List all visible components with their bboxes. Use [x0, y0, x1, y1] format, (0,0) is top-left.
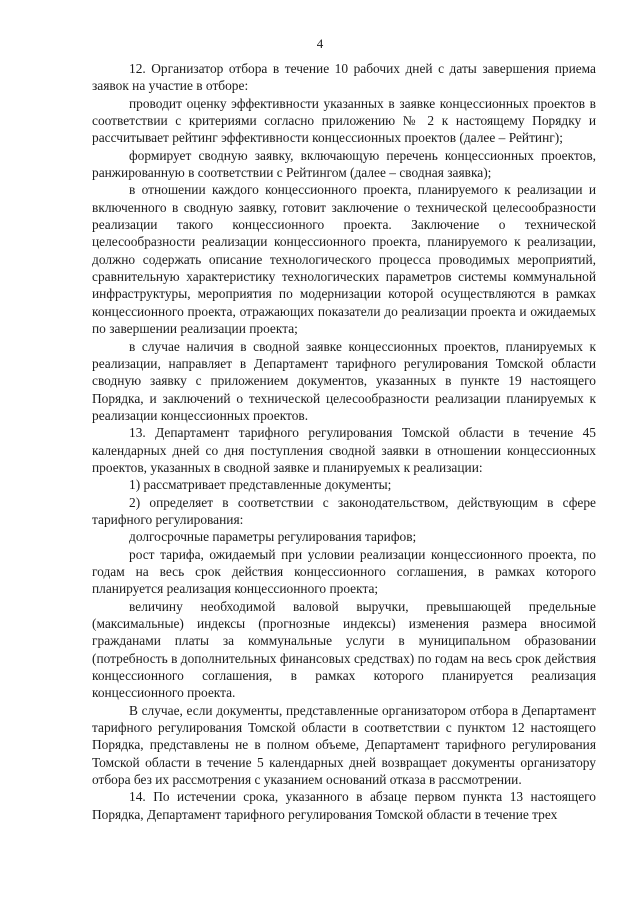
paragraph-summary-application: формирует сводную заявку, включающую перечень концессионных проектов, ранжированную в соответствии с Рейтингом (далее – сводная заявка); — [92, 147, 596, 181]
paragraph-item-14: 14. По истечении срока, указанного в абзаце первом пункта 13 настоящего Порядка, Департамент тарифного регулирования Томской области в течение трех — [92, 789, 596, 822]
paragraph-send-to-department: в случае наличия в сводной заявке концессионных проектов, планируемых к реализации, направляет в Департамент тарифного регулирования Томской области сводную заявку с приложением документов, указанных в пункте 19 настоящего Порядка, и заключений о технической целесообразности реализации планируемых к реализации концессионных проектов. — [92, 338, 596, 423]
paragraph-long-term-parameters: долгосрочные параметры регулирования тарифов; — [129, 529, 417, 545]
page-number: 4 — [316, 36, 324, 51]
paragraph-gross-revenue: величину необходимой валовой выручки, превышающей предельные (максимальные) индексы (прогнозные индексы) изменения размера вносимой гражданами платы за коммунальные услуги в муниципальном образовании (потребность в дополнительных финансовых средствах) по годам на весь срок действия концессионного соглашения, в рамках которого планируется реализация концессионного проекта. — [92, 598, 596, 701]
paragraph-rating: проводит оценку эффективности указанных в заявке концессионных проектов в соответствии с критериями согласно приложению № 2 к настоящему Порядку и рассчитывает рейтинг эффективности концессионных проектов (далее – Рейтинг); — [92, 95, 596, 146]
paragraph-13-1: 1) рассматривает представленные документы; — [129, 477, 392, 493]
paragraph-technical-conclusion: в отношении каждого концессионного проекта, планируемого к реализации и включенного в сводную заявку, готовит заключение о технической целесообразности реализации такого концессионного проекта. Заключение о технической целесообразности реализации концессионного проекта, планируемого к реализации, должно содержать описание технологического процесса проводимых мероприятий, сравнительную характеристику технологических параметров системы коммунальной инфраструктуры, мероприятия по модернизации которой осуществляются в рамках концессионного проекта, отражающих показатели до реализации проекта и ожидаемых по завершении реализации проекта; — [92, 182, 596, 337]
paragraph-tariff-growth: рост тарифа, ожидаемый при условии реализации концессионного проекта, по годам на весь срок действия концессионного соглашения, в рамках которого планируется реализация концессионного проекта; — [92, 546, 596, 597]
paragraph-incomplete-documents: В случае, если документы, представленные организатором отбора в Департамент тарифного регулирования Томской области в соответствии с пунктом 12 настоящего Порядка, представлены не в полном объеме, Департамент тарифного регулирования Томской области в течение 5 календарных дней возвращает документы организатору отбора без их рассмотрения с указанием оснований отказа в рассмотрении. — [92, 702, 596, 788]
paragraph-item-12: 12. Организатор отбора в течение 10 рабочих дней с даты завершения приема заявок на участие в отборе: — [92, 61, 596, 94]
document-body — [92, 60, 596, 823]
paragraph-item-13: 13. Департамент тарифного регулирования Томской области в течение 45 календарных дней со дня поступления сводной заявки в отношении концессионных проектов, указанных в сводной заявке и планируемых к реализации: — [92, 425, 596, 475]
paragraph-13-2: 2) определяет в соответствии с законодательством, действующим в сфере тарифного регулирования: — [92, 494, 596, 527]
